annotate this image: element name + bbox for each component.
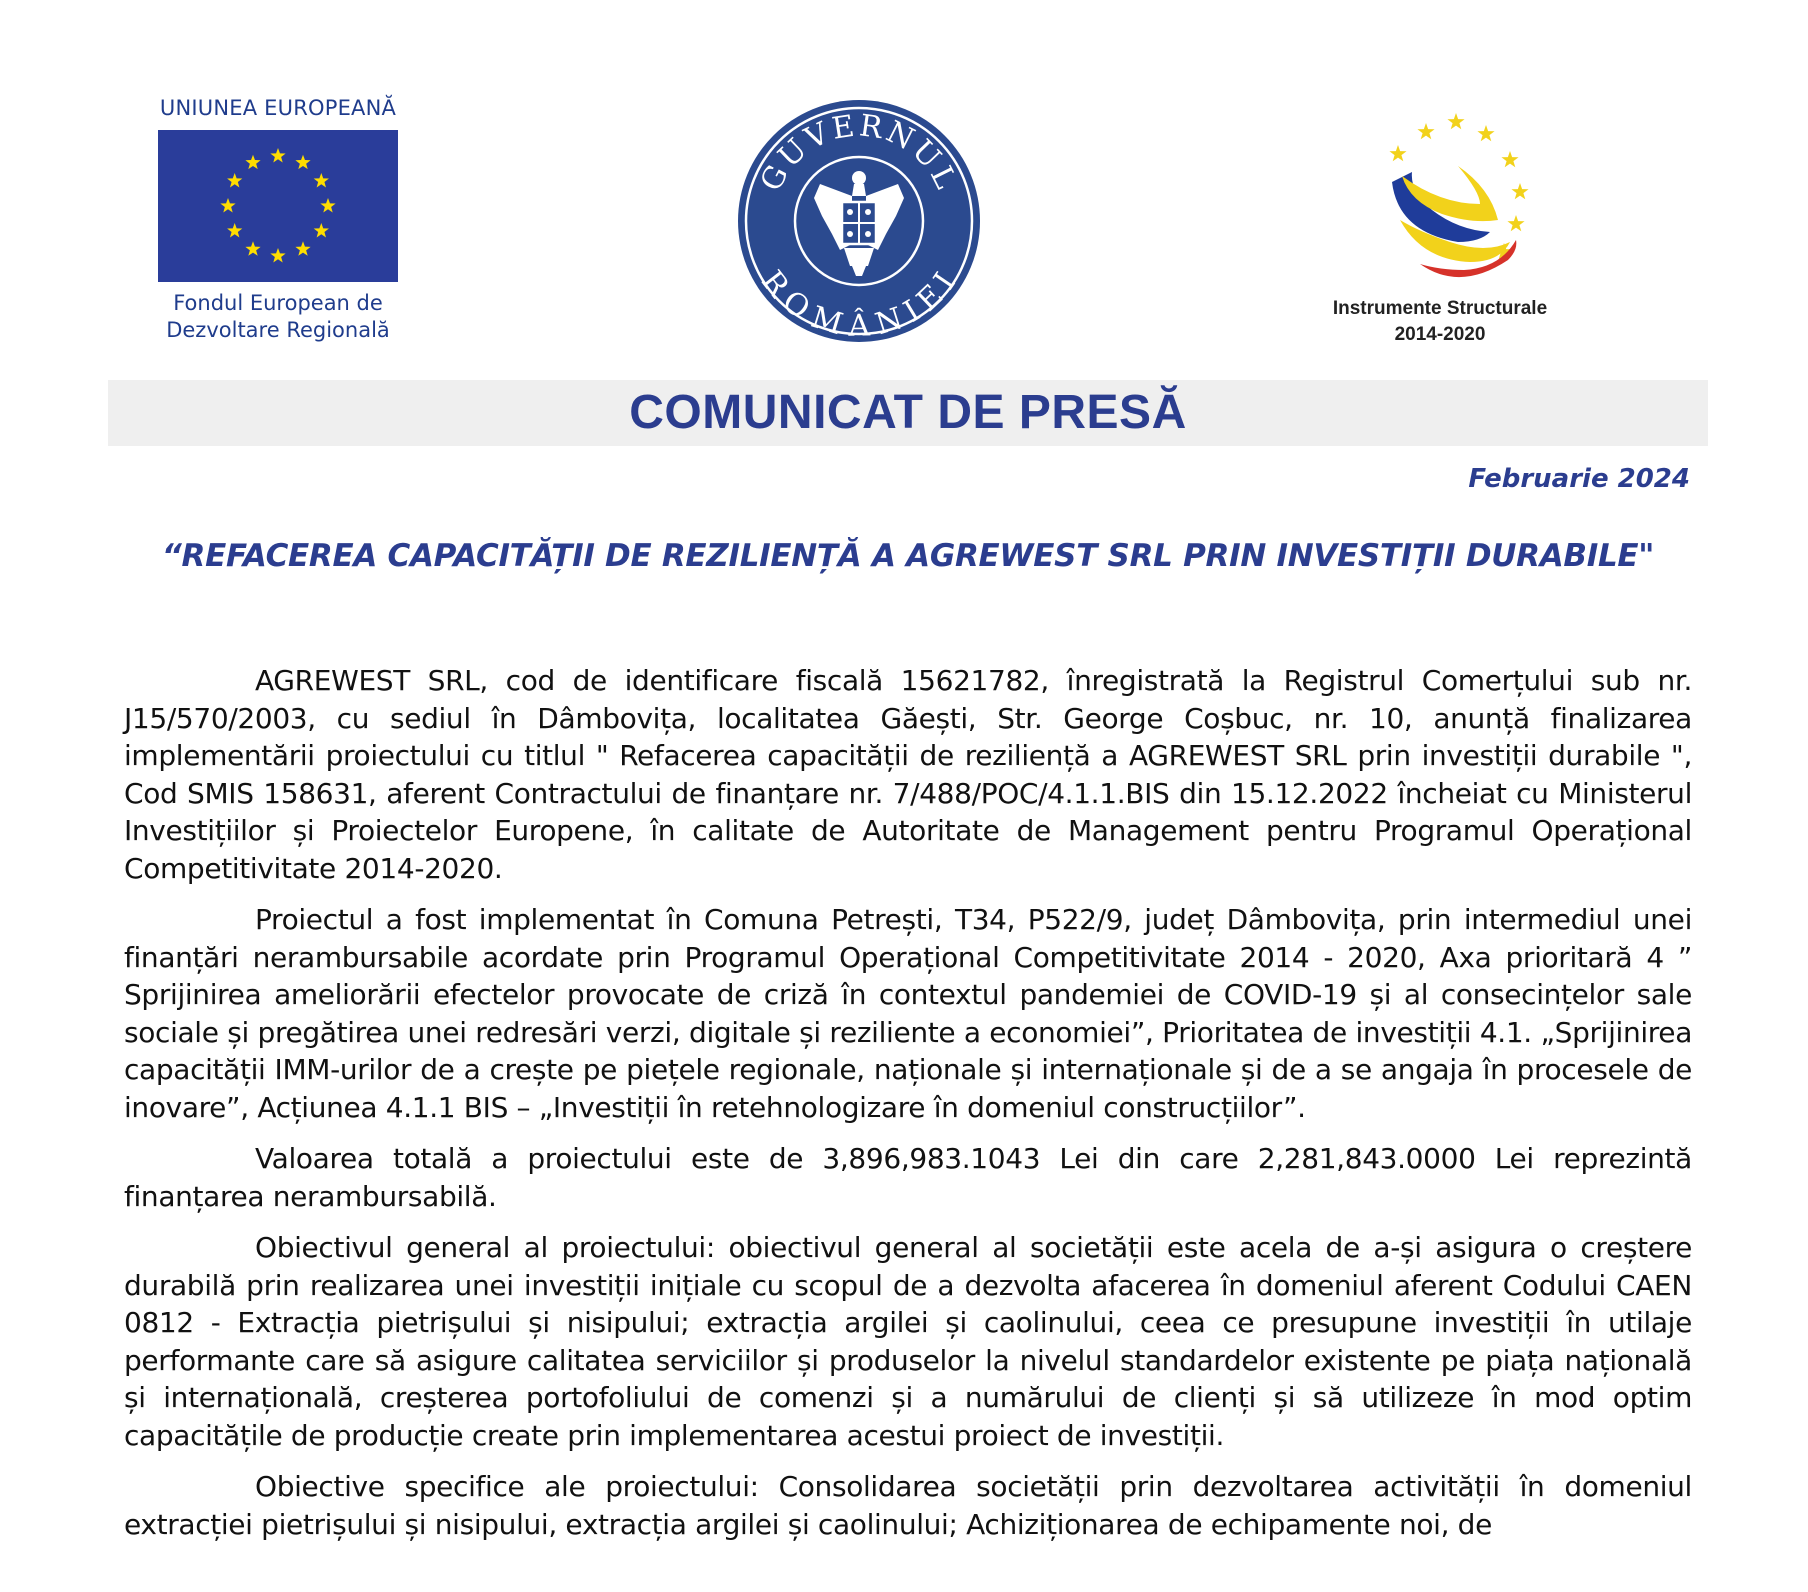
paragraph-value: Valoarea totală a proiectului este de 3,896,983.1043 Lei din care 2,281,843.0000 Lei reprezintă finanțarea nerambursabilă. bbox=[124, 1142, 1692, 1213]
is-line1: Instrumente Structurale bbox=[1332, 298, 1548, 319]
eu-logo-top-text: UNIUNEA EUROPEANĂ bbox=[159, 96, 397, 120]
instrumente-structurale-emblem-icon bbox=[1340, 92, 1540, 292]
is-star-icon bbox=[1507, 215, 1524, 231]
title-band bbox=[108, 380, 1708, 446]
publication-date: Februarie 2024 bbox=[1468, 464, 1690, 494]
paragraph-general-objective: Obiectivul general al proiectului: obiectivul general al societății este acela de a-și asigura o creștere durabilă prin realizarea unei investiții inițiale cu scopul de a dezvolta afacerea în domeniul aferent Codului CAEN 0812 - Extracția pietrișului și nisipului; extracția argilei și caolinului, ceea ce presupune investiții în utilaje performante care să asigure calitatea serviciilor și produselor la nivelul standardelor existente pe piața națională și internațională, creșterea portofoliului de comenzi și a numărului de clienți și să utilizeze în mod optim capacitățile de producție create prin implementarea acestui proiect de investiții. bbox=[124, 1231, 1692, 1452]
is-star-icon bbox=[1511, 183, 1528, 199]
eu-logo-bottom-text bbox=[148, 290, 408, 344]
guvernul-romaniei-seal-icon bbox=[736, 98, 982, 344]
press-release-body bbox=[124, 662, 1692, 1557]
instrumente-structurale-logo bbox=[1300, 92, 1580, 348]
is-star-icon bbox=[1417, 123, 1434, 139]
eu-fedr-logo bbox=[148, 96, 408, 344]
eu-flag-icon bbox=[158, 130, 398, 282]
paragraph-specific-objectives: Obiective specifice ale proiectului: Consolidarea societății prin dezvoltarea activității în domeniul extracției pietrișului și nisipului, extracția argilei și caolinului; Achiziționarea de echipamente noi, de bbox=[124, 1470, 1692, 1541]
is-star-icon bbox=[1447, 113, 1464, 129]
is-line2: 2014-2020 bbox=[1394, 324, 1486, 345]
seal-text-top: GUVERNUL bbox=[753, 108, 965, 197]
is-star-icon bbox=[1477, 125, 1494, 141]
eu-logo-bottom-line2: Dezvoltare Regională bbox=[166, 318, 390, 342]
project-title: “REFACEREA CAPACITĂȚII DE REZILIENȚĂ A AGREWEST SRL PRIN INVESTIȚII DURABILE" bbox=[161, 538, 1655, 574]
paragraph-implementation: Proiectul a fost implementat în Comuna Petrești, T34, P522/9, județ Dâmbovița, prin intermediul unei finanțări nerambursabile acordate prin Programul Operațional Competitivitate 2014 - 2020, Axa prioritară 4 ” Sprijinirea ameliorării efectelor provocate de criză în contextul pandemiei de COVID-19 și al consecințelor sale sociale și pregătirea unei redresări verzi, digitale și reziliente a economiei”, Prioritatea de investiții 4.1. „Sprijinirea capacității IMM-urilor de a crește pe piețele regionale, naționale și internaționale și de a se angaja în procesele de inovare”, Acțiunea 4.1.1 BIS – „Investiții în retehnologizare în domeniul construcțiilor”. bbox=[124, 903, 1692, 1124]
is-star-icon bbox=[1389, 145, 1406, 161]
seal-text-bottom: ROMÂNIEI bbox=[754, 264, 965, 344]
instrumente-structurale-text bbox=[1300, 296, 1580, 348]
is-star-icon bbox=[1501, 151, 1518, 167]
paragraph-intro: AGREWEST SRL, cod de identificare fiscală 15621782, înregistrată la Registrul Comerțului sub nr. J15/570/2003, cu sediul în Dâmbovița, localitatea Găești, Str. George Coșbuc, nr. 10, anunță finalizarea implementării proiectului cu titlul " Refacerea capacității de reziliență a AGREWEST SRL prin investiții durabile ", Cod SMIS 158631, aferent Contractului de finanțare nr. 7/488/POC/4.1.1.BIS din 15.12.2022 încheiat cu Ministerul Investițiilor și Proiectelor Europene, în calitate de Autoritate de Management pentru Programul Operațional Competitivitate 2014-2020. bbox=[124, 664, 1692, 885]
eu-logo-bottom-line1: Fondul European de bbox=[173, 291, 383, 315]
page-title: COMUNICAT DE PRESĂ bbox=[629, 386, 1187, 439]
